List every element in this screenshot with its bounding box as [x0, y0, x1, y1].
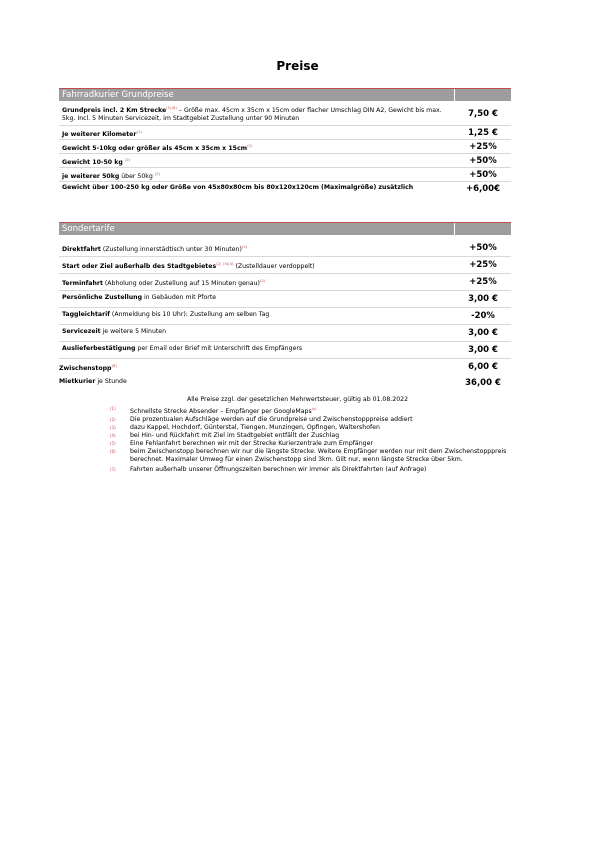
- price-row-description: [62, 243, 447, 254]
- price-row-label: Je weiterer Kilometer: [62, 131, 137, 138]
- footnote-text: Fahrten außerhalb unserer Öffnungszeiten berechnen wir immer als Direktfahrten (auf Anfrage): [130, 466, 427, 473]
- price-value: 7,50 €: [468, 109, 498, 119]
- footnote-item: [110, 424, 530, 432]
- price-row: [59, 293, 511, 305]
- price-row-label: Auslieferbestätigung: [62, 345, 136, 352]
- row-divider: [59, 139, 511, 140]
- price-row-description: [62, 277, 447, 288]
- footnote-item: [110, 432, 530, 440]
- price-row-description: [62, 184, 447, 192]
- divider: [454, 89, 455, 101]
- price-row-label: Taggleichtarif: [62, 311, 110, 318]
- price-row-label: Grundpreis incl. 2 Km Strecke: [62, 107, 167, 114]
- price-row-description: [62, 328, 447, 336]
- footnote-ref: (2) (3)(4): [216, 261, 234, 266]
- price-row: [59, 103, 511, 125]
- price-row-text: per Email oder Brief mit Unterschrift des Empfängers: [135, 345, 303, 352]
- price-row-text: (Abholung oder Zustellung auf 15 Minuten genau): [102, 280, 260, 287]
- footnote-number: (5): [110, 441, 116, 446]
- price-row-label: Gewicht über 100-250 kg oder Größe von 45x80x80cm bis 80x120x120cm (Maximalgröße) zusätzlich: [62, 184, 414, 191]
- row-divider: [59, 290, 511, 291]
- footnote-number: (3): [110, 425, 116, 430]
- price-row-label: je weiterer 50kg: [62, 173, 120, 180]
- price-value: +25%: [469, 277, 497, 287]
- price-value: +50%: [469, 243, 497, 253]
- price-row-label: Start oder Ziel außerhalb des Stadtgebietes: [62, 263, 217, 270]
- price-row: [59, 141, 511, 153]
- footnote-ref: (2): [259, 278, 266, 283]
- price-value: 3,00 €: [468, 328, 498, 338]
- grundpreise-section: [59, 88, 511, 203]
- footnote-text: beim Zwischenstopp berechnen wir nur die längste Strecke. Weitere Empfänger werden nur mit dem Zwischenstopppreis berechnet. Maximaler Umweg für einen Zwischenstopp sind 3km. Gilt nur, wenn längste Strecke über 5km.: [130, 448, 507, 463]
- price-value: +50%: [469, 156, 497, 166]
- footnote-ref: (1)(6): [166, 105, 177, 110]
- section-header-label: Fahrradkurier Grundpreise: [62, 90, 174, 100]
- price-row-description: [62, 170, 447, 181]
- footnote-ref: (2): [124, 157, 131, 162]
- price-row-description: [62, 142, 447, 153]
- price-row-description: [59, 362, 444, 373]
- price-row-label: Servicezeit: [62, 328, 101, 335]
- price-value: +25%: [469, 142, 497, 152]
- price-row: [59, 377, 511, 389]
- footnote-text: Eine Fehlanfahrt berechnen wir mit der Strecke Kurierzentrale zum Empfänger: [130, 440, 373, 447]
- section-header-label: Sondertarife: [62, 224, 115, 234]
- footnote-item: [110, 405, 530, 416]
- footnote-ref: (2): [154, 171, 161, 176]
- price-row-description: [62, 345, 447, 353]
- price-row-text: (Zustellung innerstädtisch unter 30 Minuten): [100, 246, 242, 253]
- footnote-item: [110, 448, 530, 464]
- footnote-text: Schnellste Strecke Absender – Empfänger per GoogleMaps: [130, 408, 312, 415]
- price-row-description: [62, 128, 447, 139]
- page-title: Preise: [276, 59, 319, 73]
- price-row: [59, 127, 511, 139]
- price-value: +6,00€: [465, 184, 500, 194]
- price-value: 1,25 €: [468, 128, 498, 138]
- price-row: [59, 169, 511, 181]
- row-divider: [59, 153, 511, 154]
- price-value: 36,00 €: [465, 378, 501, 388]
- footnote-item: [110, 416, 530, 424]
- price-value: +25%: [469, 260, 497, 270]
- row-divider: [59, 307, 511, 308]
- price-row-label: Gewicht 10-50 kg: [62, 159, 123, 166]
- price-row-label: Direktfahrt: [62, 246, 101, 253]
- section-header: [59, 88, 511, 101]
- footnote-ref: (6): [111, 363, 117, 368]
- row-divider: [59, 181, 511, 182]
- footnote-number: (6): [110, 449, 116, 454]
- price-row-label: Terminfahrt: [62, 280, 103, 287]
- price-row-description: [59, 378, 444, 386]
- price-row-description: [62, 104, 447, 123]
- footnote-number: (4): [110, 433, 116, 438]
- footnote-number: (1): [110, 406, 116, 411]
- footnote-number: (2): [110, 417, 116, 422]
- price-row-text: je Stunde: [95, 378, 127, 385]
- price-row: [59, 276, 511, 288]
- price-row: [59, 361, 511, 373]
- footnote-ref: (1): [136, 129, 142, 134]
- footnote-text: Die prozentualen Aufschläge werden auf die Grundpreise und Zwischenstopppreise addiert: [130, 416, 413, 423]
- footnote-text: bei Hin- und Rückfahrt mit Ziel im Stadtgebiet entfällt der Zuschlag: [130, 432, 340, 439]
- vat-note: Alle Preise zzgl. der gesetzlichen Mehrwertsteuer, gültig ab 01.08.2022: [186, 396, 409, 403]
- row-divider: [59, 256, 511, 257]
- footnotes: [110, 405, 530, 474]
- sondertarife-section: [59, 222, 511, 392]
- row-divider: [59, 341, 511, 342]
- footnote-item: [110, 466, 530, 474]
- price-row-text: in Gebäuden mit Pforte: [142, 294, 217, 301]
- price-row-label: Zwischenstopp: [59, 365, 112, 372]
- divider: [454, 223, 455, 235]
- row-divider: [59, 324, 511, 325]
- price-value: -20%: [471, 311, 495, 321]
- price-value: 3,00 €: [468, 294, 498, 304]
- footnote-number: (7): [110, 467, 116, 472]
- price-row-description: [62, 156, 447, 167]
- footnote-item: [110, 440, 530, 448]
- section-header: [59, 222, 511, 235]
- price-row: [59, 259, 511, 271]
- price-row-text: (Zustelldauer verdoppelt): [233, 263, 315, 270]
- row-divider: [59, 125, 511, 126]
- footnote-text: dazu Kappel, Hochdorf, Günterstal, Tiengen, Munzingen, Opfingen, Waltershofen: [130, 424, 380, 431]
- price-row: [59, 155, 511, 167]
- price-row-description: [62, 311, 447, 319]
- row-divider: [59, 167, 511, 168]
- footnote-ref: (2): [247, 143, 253, 148]
- price-value: 3,00 €: [468, 345, 498, 355]
- price-row-label: Gewicht 5-10kg oder größer als 45cm x 35cm x 15cm: [62, 145, 248, 152]
- price-row: [59, 327, 511, 339]
- price-row-label: Persönliche Zustellung: [62, 294, 142, 301]
- price-row-description: [62, 260, 447, 271]
- price-row-text: – Größe max. 45cm x 35cm x 15cm oder flacher Umschlag DIN A2, Gewicht bis max. 5kg. Incl. 5 Minuten Servicezeit, im Stadtgebiet Zustellung unter 90 Minuten: [62, 107, 442, 122]
- price-row-label: Mietkurier: [59, 378, 96, 385]
- footnote-ref: (2): [241, 244, 248, 249]
- price-row: [59, 344, 511, 356]
- price-value: 6,00 €: [468, 362, 498, 372]
- price-row-description: [62, 294, 447, 302]
- row-divider: [59, 358, 511, 359]
- price-value: +50%: [469, 170, 497, 180]
- row-divider: [59, 273, 511, 274]
- price-row: [59, 242, 511, 254]
- footnote-ref: (s): [311, 406, 317, 411]
- price-row: [59, 183, 511, 195]
- price-row-text: je weitere 5 Minuten: [100, 328, 167, 335]
- price-row-text: über 50kg: [119, 173, 153, 180]
- price-row-text: (Anmeldung bis 10 Uhr): Zustellung am selben Tag: [109, 311, 270, 318]
- price-row: [59, 310, 511, 322]
